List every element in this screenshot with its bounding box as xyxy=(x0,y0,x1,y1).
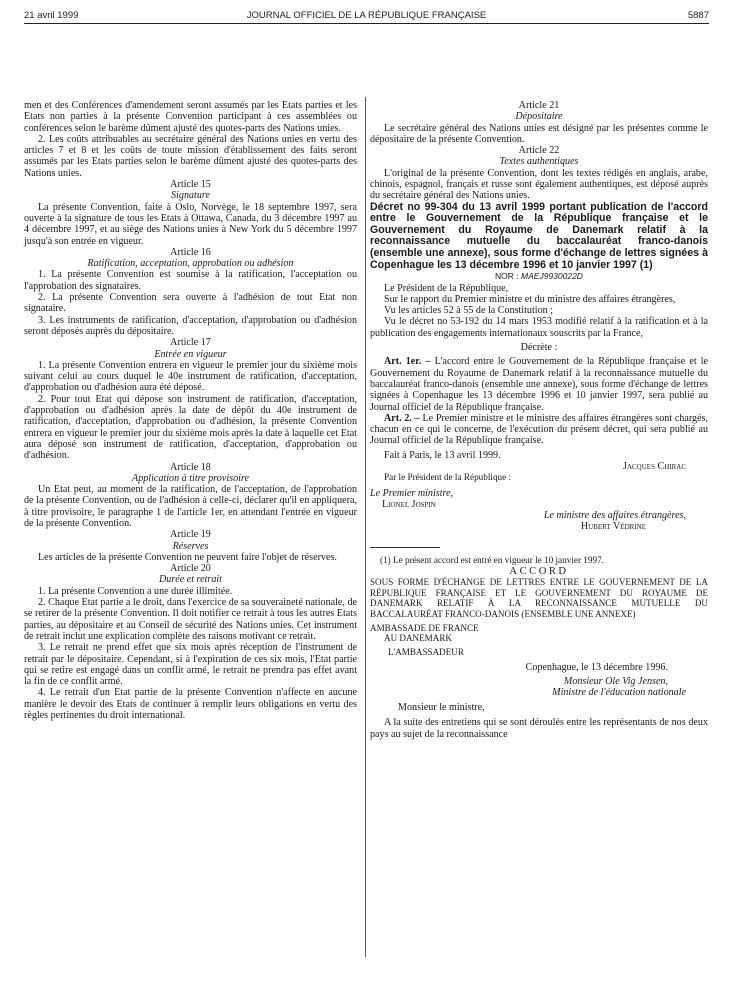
header-title: JOURNAL OFFICIEL DE LA RÉPUBLIQUE FRANÇAISE xyxy=(246,10,487,21)
nor-label: NOR : xyxy=(495,271,519,282)
article-title: Entrée en vigueur xyxy=(154,348,227,360)
nor-reference xyxy=(370,271,708,282)
paragraph: 3. Les instruments de ratification, d'acceptation, d'approbation ou d'adhésion seront déposés auprès du dépositaire. xyxy=(24,314,357,337)
accord-heading: ACCORD xyxy=(509,566,569,578)
column-divider xyxy=(365,97,366,957)
accord-subtitle: SOUS FORME D'ÉCHANGE DE LETTRES ENTRE LE GOUVERNEMENT DE LA RÉPUBLIQUE FRANÇAISE ET LE GOUVERNEMENT DU ROYAUME DE DANEMARK RELATIF À LA RECONNAISSANCE MUTUELLE DU BACCALAURÉAT FRANCO-DANOIS (ENSEMBLE UNE ANNEXE) xyxy=(370,577,708,619)
letter-salutation: Monsieur le ministre, xyxy=(398,702,485,714)
article-title: Réserves xyxy=(172,540,209,552)
letter-paragraph: A la suite des entretiens qui se sont déroulés entre les représentants de nos deux pays au sujet de la reconnaissance xyxy=(370,717,708,740)
article-heading: Article 18 xyxy=(170,461,211,473)
par-le-president: Par le Président de la République : xyxy=(384,472,512,483)
decree-title: Décret no 99-304 du 13 avril 1999 portant publication de l'accord entre le Gouvernement de la République française et le Gouvernement du Royaume de Danemark relatif à la reconnaissance mutuelle du baccalauréat franco-danois (ensemble une annexe), sous forme d'échange de lettres signées à Copenhague les 13 décembre 1996 et 10 janvier 1997 (1) xyxy=(370,200,708,271)
paragraph: men et des Conférences d'amendement seront assumés par les Etats parties et les Etats non parties à la présente Convention participant à ces assemblées ou conférences selon le barème dûment ajusté des quotes-parts des Nations unies. xyxy=(24,100,357,134)
decrete-label: Décrète : xyxy=(520,342,558,354)
paragraph: 1. La présente Convention entrera en vigueur le premier jour du sixième mois suivant celui au cours duquel le 40e instrument de ratification, d'acceptation, d'approbation ou d'adhésion aura été déposé. xyxy=(24,359,357,394)
mae-title: Le ministre des affaires étrangères, xyxy=(543,510,686,522)
signature-chirac: Jacques Chirac xyxy=(623,460,686,472)
paragraph: 2. Pour tout Etat qui dépose son instrument de ratification, d'acceptation, d'approbation ou d'adhésion après la date de dépôt du 40e instrument de ratification, d'acceptation, d'approbation ou d'adhésion, la présente Convention entrera en vigueur le premier jour du sixième mois après la date à laquelle cet Etat aura déposé son instrument de ratification, d'acceptation, d'approbation ou d'adhésion. xyxy=(24,393,357,462)
article-title: Application à titre provisoire xyxy=(132,472,249,484)
article-heading: Article 20 xyxy=(170,563,211,575)
article-1-label: Art. 1er. – xyxy=(384,356,431,368)
paragraph: 2. La présente Convention sera ouverte à l'adhésion de tout Etat non signataire. xyxy=(24,292,357,315)
header-rule xyxy=(24,23,709,24)
premier-ministre-name: Lionel Jospin xyxy=(382,498,436,510)
paragraph: 1. La présente Convention est soumise à la ratification, l'acceptation ou l'approbation des signataires. xyxy=(24,269,357,292)
paragraph: Vu le décret no 53-192 du 14 mars 1953 modifié relatif à la ratification et à la publication des engagements internationaux souscrits par la France, xyxy=(370,316,708,339)
article-1-text: L'accord entre le Gouvernement de la République française et le Gouvernement du Royaume de Danemark relatif à la reconnaissance mutuelle du baccalauréat franco-danois (ensemble une annexe), sous forme d'échange de lettres signées à Copenhague les 13 décembre 1996 et 10 janvier 1997, sera publié au Journal officiel de la République française. xyxy=(370,356,708,413)
ambassadeur-label: L'AMBASSADEUR xyxy=(388,646,464,657)
header-date: 21 avril 1999 xyxy=(24,10,79,21)
footnote-rule xyxy=(370,547,440,548)
paragraph: 3. Le retrait ne prend effet que six mois après réception de l'instrument de retrait par le dépositaire. Cependant, si à l'expiration de ces six mois, l'Etat partie qui se retire est engagé dans un conflit armé, le retrait ne prendra pas effet avant la fin de ce conflit armé. xyxy=(24,642,357,688)
paragraph: 4. Le retrait d'un Etat partie de la présente Convention n'affecte en aucune manière le devoir des Etats de continuer à remplir leurs obligations en vertu des règles pertinentes du droit international. xyxy=(24,687,357,722)
paragraph: Un Etat peut, au moment de la ratification, de l'acceptation, de l'approbation de la présente Convention, ou de l'adhésion à celle-ci, déclarer qu'il en appliquera, à titre provisoire, le paragraphe 1 de l'article 1er, en attendant l'entrée en vigueur de la présente Convention. xyxy=(24,484,357,529)
paragraph: Sur le rapport du Premier ministre et du ministre des affaires étrangères, xyxy=(384,293,676,305)
article-title: Ratification, acceptation, approbation ou adhésion xyxy=(87,258,294,270)
paragraph: 2. Chaque Etat partie a le droit, dans l'exercice de sa souveraineté nationale, de se retirer de la présente Convention. Il doit notifier ce retrait à tous les autres Etats parties, au dépositaire et au Conseil de sécurité des Nations unies. Cet instrument de retrait inclut une explication complète des raisons motivant ce retrait. xyxy=(24,597,357,642)
article-heading: Article 15 xyxy=(170,179,211,191)
ambassade-line-2: AU DANEMARK xyxy=(384,633,452,644)
footnote: (1) Le présent accord est entré en vigueur le 10 janvier 1997. xyxy=(380,554,604,565)
article-heading: Article 17 xyxy=(170,337,211,349)
paragraph: 2. Les coûts attribuables au secrétaire général des Nations unies en vertu des articles 7 et 8 et les coûts de toute mission d'établissement des faits seront assumés par les Etats parties selon le barème dûment ajusté des quotes-parts des Nations unies. xyxy=(24,133,357,179)
paragraph: 1. La présente Convention a une durée illimitée. xyxy=(38,585,233,597)
nor-code: MAEJ9930022D xyxy=(521,271,583,282)
mae-name: Hubert Védrine xyxy=(580,521,646,533)
letter-place-date: Copenhague, le 13 décembre 1996. xyxy=(525,662,668,674)
left-column xyxy=(24,100,357,721)
paragraph: Les articles de la présente Convention ne peuvent faire l'objet de réserves. xyxy=(38,551,337,563)
signing-place-date: Fait à Paris, le 13 avril 1999. xyxy=(384,449,501,461)
article-heading: Article 21 xyxy=(518,100,560,111)
paragraph: L'original de la présente Convention, dont les textes rédigés en anglais, arabe, chinois, espagnol, français et russe sont également authentiques, est déposé auprès du secrétaire général des Nations unies. xyxy=(370,167,708,202)
article-heading: Article 19 xyxy=(170,529,211,541)
article-title: Signature xyxy=(171,190,210,202)
article-heading: Article 16 xyxy=(170,246,211,258)
paragraph: La présente Convention, faite à Oslo, Norvège, le 18 septembre 1997, sera ouverte à la signature de tous les Etats à Ottawa, Canada, du 3 décembre 1997 au 4 décembre 1997, et au siège des Nations unies à New York du 5 décembre 1997 jusqu'à son entrée en vigueur. xyxy=(24,201,357,247)
article-2-label: Art. 2. – xyxy=(384,412,420,424)
article-title: Dépositaire xyxy=(515,111,563,123)
article-2 xyxy=(370,413,708,447)
letter-addressee: Monsieur Ole Vig Jensen, xyxy=(563,675,668,687)
article-title: Textes authentiques xyxy=(499,156,579,168)
paragraph: Vu les articles 52 à 55 de la Constitution ; xyxy=(384,305,553,317)
article-2-text: Le Premier ministre et le ministre des affaires étrangères sont chargés, chacun en ce qui le concerne, de l'exécution du présent décret, qui sera publié au Journal officiel de la République française. xyxy=(370,412,708,447)
header-page-number: 5887 xyxy=(687,10,709,21)
page-header xyxy=(24,6,709,24)
article-title: Durée et retrait xyxy=(159,574,222,586)
article-heading: Article 22 xyxy=(518,145,560,157)
letter-addressee-title: Ministre de l'éducation nationale xyxy=(552,686,686,698)
right-column xyxy=(370,100,708,740)
ambassade-line-1: AMBASSADE DE FRANCE xyxy=(370,622,479,633)
paragraph: Le Président de la République, xyxy=(384,282,509,294)
article-1 xyxy=(370,356,708,412)
paragraph: Le secrétaire général des Nations unies est désigné par les présentes comme le dépositaire de la présente Convention. xyxy=(370,122,708,145)
premier-ministre-title: Le Premier ministre, xyxy=(370,487,454,499)
